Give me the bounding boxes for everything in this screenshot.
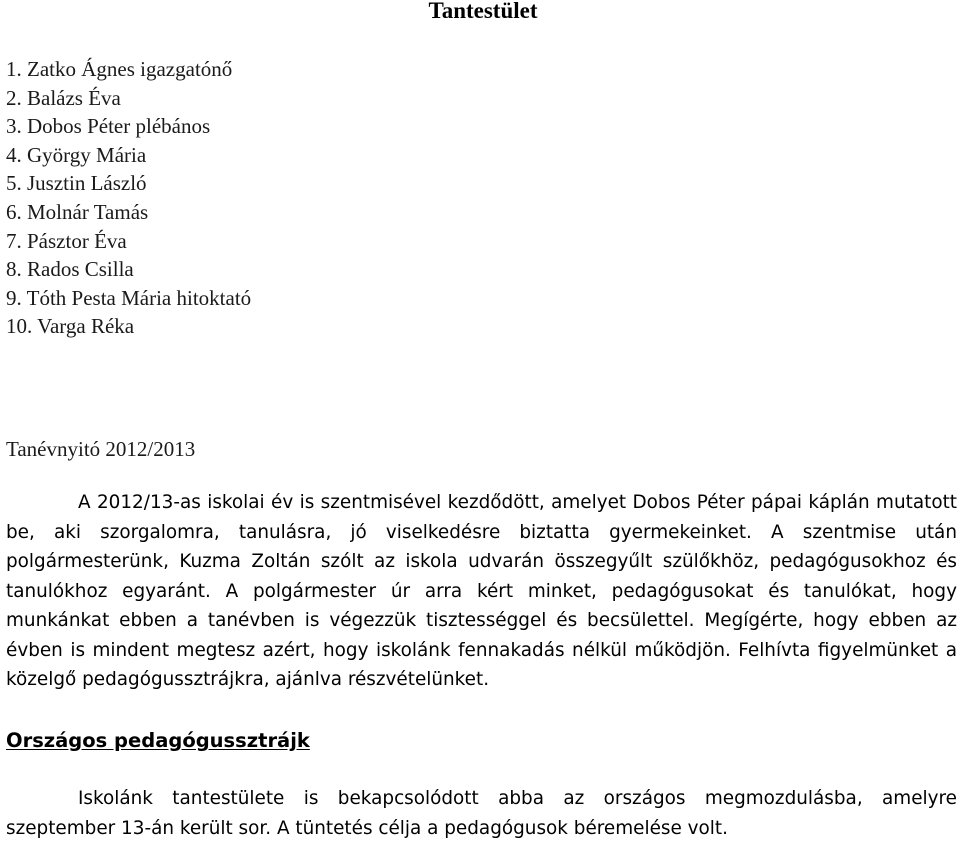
list-item: 9. Tóth Pesta Mária hitoktató: [6, 285, 252, 310]
school-year-paragraph: A 2012/13-as iskolai év is szentmisével kezdődött, amelyet Dobos Péter pápai káplán mutatott be, aki szorgalomra, tanulásra, jó viselkedésre biztatta gyermekeinket. A szentmise után polgármesterünk, Kuzma Zoltán szólt az iskola udvarán összegyűlt szülőkhöz, pedagógusokhoz és tanulókhoz egyaránt. A polgármester úr arra kért minket, pedagógusokat és tanulókat, hogy munkánkat ebben a tanévben is végezzük tisztességgel és becsülettel. Megígérte, hogy ebben az évben is mindent megtesz azért, hogy iskolánk fennakadás nélkül működjön. Felhívta figyelmünket a közelgő pedagógussztrájkra, ajánlva részvételünket.: [6, 492, 957, 690]
page-title: Tantestület: [428, 0, 538, 23]
list-item: 10. Varga Réka: [6, 314, 135, 339]
list-item: 3. Dobos Péter plébános: [6, 114, 211, 139]
section-heading-strike-text: Országos pedagógussztrájk: [6, 729, 310, 752]
list-item: 2. Balázs Éva: [6, 85, 121, 110]
section-heading-strike: [6, 727, 310, 755]
strike-paragraph: Iskolánk tantestülete is bekapcsolódott abba az országos megmozdulásba, amelyre szeptember 13-án került sor. A tüntetés célja a pedagógusok béremelése volt.: [6, 788, 957, 839]
staff-list: [6, 55, 251, 341]
list-item: 8. Rados Csilla: [6, 257, 134, 282]
list-item: 7. Pásztor Éva: [6, 228, 127, 253]
list-item: 1. Zatko Ágnes igazgatónő: [6, 57, 233, 81]
list-item: 6. Molnár Tamás: [6, 199, 149, 224]
list-item: 5. Jusztin László: [6, 171, 147, 196]
section-heading-school-year: Tanévnyitó 2012/2013: [6, 437, 196, 461]
list-item: 4. György Mária: [6, 142, 147, 167]
